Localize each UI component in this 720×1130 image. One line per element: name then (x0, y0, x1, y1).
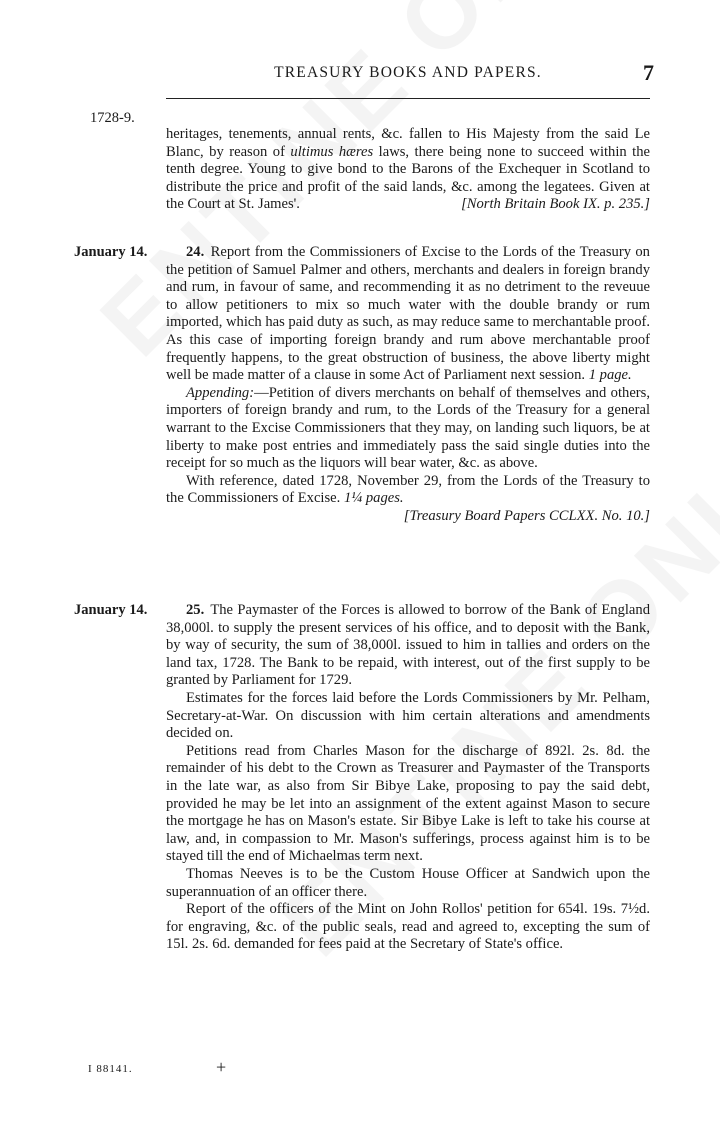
entry-paragraph: Petitions read from Charles Mason for the discharge of 892l. 2s. 8d. the remainder of his debt to the Crown as Treasurer and Paymaster of the Transports in the late war, as also from Sir Bibye Lake, proposing to pay the said debt, provided he may be let into an assignment of the extent against Mason to secure the mortgage he has on Mason's estate. Sir Bibye Lake is left to take his course at law, and, in compassion to Mr. Mason's sufferings, process against him is to be stayed till the end of Michaelmas term next. (166, 742, 650, 865)
entry-body: heritages, tenements, annual rents, &c. fallen to His Majesty from the said Le Blanc, by reason of (166, 126, 650, 160)
entry-paragraph: Report of the officers of the Mint on John Rollos' petition for 654l. 19s. 7½d. for engraving, &c. of the public seals, read and agreed to, excepting the sum of 15l. 2s. 6d. demanded for fees paid at the Secretary of State's office. (166, 901, 650, 953)
entry-body-cont: laws, there being none to succeed within the tenth degree. Young to give bond to the Barons of the Exchequer in Scotland to distribute the price and profit of the said lands, &c. among the legatees. Given at the Court at St. James'. (166, 143, 651, 213)
year-label: 1728-9. (90, 110, 135, 126)
entry-number: 24. (186, 244, 205, 260)
page-count: 1 page. (588, 367, 632, 384)
source-reference: [North Britain Book IX. p. 235.] (461, 196, 650, 213)
entry-text (166, 244, 650, 526)
entry-body: The Paymaster of the Forces is allowed to borrow of the Bank of England 38,000l. to supply the present services of his office, and to deposit with the Bank, by way of security, the sum of 38,000l. issued to him in tallies and orders on the land tax, 1728. The Bank to be repaid, with interest, out of the first supply to be granted by Parliament for 1729. (166, 602, 650, 689)
printer-mark: + (216, 1057, 227, 1077)
reference-pages: 1¼ pages. (343, 490, 404, 507)
latin-phrase: ultimus hæres (290, 143, 374, 160)
entry-paragraph: Thomas Neeves is to be the Custom House Officer at Sandwich upon the superannuation of an officer there. (166, 865, 650, 900)
entry-number: 25. (186, 602, 205, 618)
entry-text (166, 602, 650, 954)
signature-mark: I 88141. (88, 1063, 133, 1075)
appending-label: Appending: (186, 384, 255, 401)
entry-paragraph: Estimates for the forces laid before the Lords Commissioners by Mr. Pelham, Secretary-at-War. On discussion with him certain alterations and amendments decided on. (166, 689, 650, 742)
appending-body: —Petition of divers merchants on behalf of themselves and others, importers of foreign brandy and rum, to the Lords of the Treasury for a general warrant to the Excise Commissioners that they may, on landing such liquors, be at liberty to make post entries and immediately pass the said single duties into the receipt for so much as the liquors will bear water, &c. as above. (166, 384, 650, 472)
running-title: TREASURY BOOKS AND PAPERS. (274, 64, 542, 81)
page-header (166, 60, 654, 99)
entry-date: January 14. (74, 244, 148, 260)
entry-text (166, 126, 650, 214)
page-number: 7 (643, 60, 654, 85)
entry-body: Report from the Commissioners of Excise to the Lords of the Treasury on the petition of Samuel Palmer and others, merchants and dealers in foreign brandy and rum, in favour of same, and recommending it as no detriment to the reveuue to allow petitioners to mix so much water with the double brandy or rum imported, which has paid duty as such, as may reduce same to merchantable proof. As this case of importing foreign brandy and rum above merchantable proof frequently happens, to the great obstruction of business, the above liberty might well be made matter of a clause in some Act of Parliament next session. (166, 244, 650, 384)
source-reference: [Treasury Board Papers CCLXX. No. 10.] (403, 507, 650, 524)
reference-body: With reference, dated 1728, November 29, from the Lords of the Treasury to the Commissioners of Excise. (166, 472, 650, 507)
entry-date: January 14. (74, 602, 148, 618)
